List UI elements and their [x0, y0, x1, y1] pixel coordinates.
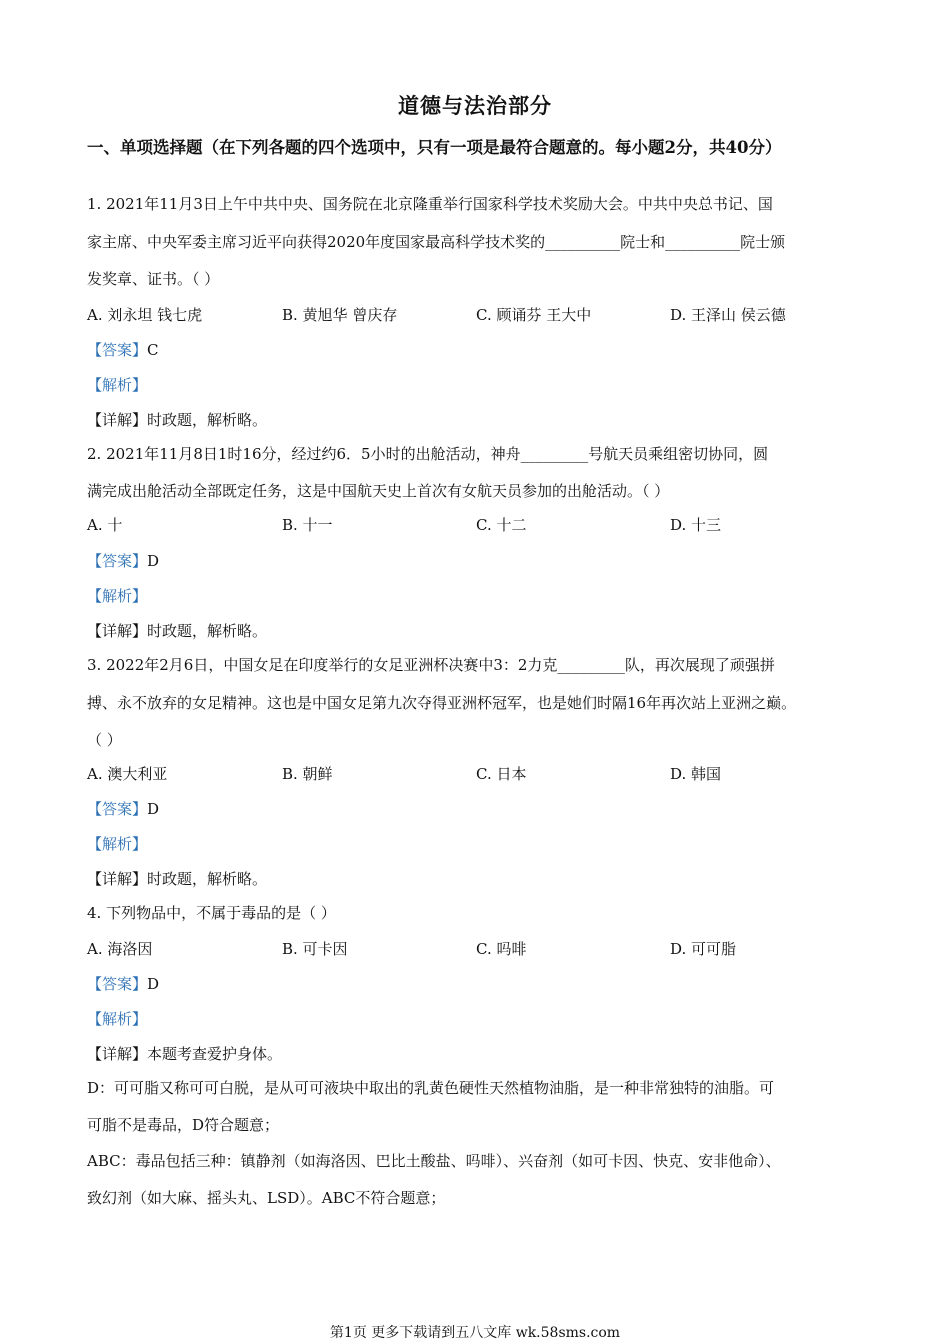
answer-label: 【答案】 — [87, 975, 148, 993]
detail-label: 【详解】 — [87, 411, 148, 429]
q4-explanation-line: 可脂不是毒品，D符合题意； — [87, 1116, 280, 1134]
q4-option-b: B. 可卡因 — [282, 940, 348, 958]
answer-label: 【答案】 — [87, 800, 148, 818]
q1-text-line: 家主席、中央军委主席习近平向获得2020年度国家最高科学技术奖的__________院士和__________院士颁 — [87, 233, 786, 251]
q2-text-line: 满完成出舱活动全部既定任务，这是中国航天史上首次有女航天员参加的出舱活动。（ ） — [87, 482, 670, 500]
q4-answer-value: D — [147, 975, 160, 993]
q4-option-d: D. 可可脂 — [670, 940, 737, 958]
q1-option-b: B. 黄旭华 曾庆存 — [282, 306, 398, 324]
q2-analysis — [87, 585, 147, 607]
q3-analysis — [87, 833, 147, 855]
q3-detail-text: 时政题，解析略。 — [147, 870, 268, 888]
page-title: 道德与法治部分 — [398, 93, 552, 118]
q4-option-a: A. 海洛因 — [87, 940, 153, 958]
q2-answer — [87, 550, 159, 572]
q4-explanation-line: 致幻剂（如大麻、摇头丸、LSD）。ABC不符合题意； — [87, 1189, 446, 1207]
q1-text-line: 1. 2021年11月3日上午中共中央、国务院在北京隆重举行国家科学技术奖励大会。中共中央总书记、国 — [87, 195, 773, 213]
q4-answer — [87, 973, 159, 995]
q3-answer-value: D — [147, 800, 160, 818]
analysis-label: 【解析】 — [87, 835, 148, 853]
analysis-label: 【解析】 — [87, 587, 148, 605]
q3-option-b: B. 朝鲜 — [282, 765, 333, 783]
detail-label: 【详解】 — [87, 622, 148, 640]
q4-explanation-line: D：可可脂又称可可白脱，是从可可液块中取出的乳黄色硬性天然植物油脂，是一种非常独特的油脂。可 — [87, 1079, 775, 1097]
q1-answer — [87, 339, 159, 361]
q4-text-line: 4. 下列物品中，不属于毒品的是（ ） — [87, 904, 336, 922]
answer-label: 【答案】 — [87, 341, 148, 359]
q3-detail — [87, 868, 267, 890]
q3-option-d: D. 韩国 — [670, 765, 722, 783]
q1-answer-value: C — [147, 341, 159, 359]
q2-option-d: D. 十三 — [670, 516, 722, 534]
q2-detail-text: 时政题，解析略。 — [147, 622, 268, 640]
q3-option-a: A. 澳大利亚 — [87, 765, 168, 783]
q3-answer — [87, 798, 159, 820]
q1-text-line: 发奖章、证书。（ ） — [87, 270, 220, 288]
q4-detail — [87, 1043, 282, 1065]
page-footer: 第1页 更多下载请到五八文库 wk.58sms.com — [329, 1325, 621, 1341]
q2-option-c: C. 十二 — [476, 516, 527, 534]
analysis-label: 【解析】 — [87, 376, 148, 394]
q4-explanation-line: ABC：毒品包括三种：镇静剂（如海洛因、巴比土酸盐、吗啡）、兴奋剂（如可卡因、快克、安非他命）、 — [87, 1152, 781, 1170]
q3-text-line: 搏、永不放弃的女足精神。这也是中国女足第九次夺得亚洲杯冠军，也是她们时隔16年再次站上亚洲之巅。 — [87, 694, 797, 712]
q2-option-a: A. 十 — [87, 516, 123, 534]
q4-analysis — [87, 1008, 147, 1030]
q3-text-line: （ ） — [87, 731, 122, 749]
q2-option-b: B. 十一 — [282, 516, 333, 534]
q4-option-c: C. 吗啡 — [476, 940, 527, 958]
q3-text-line: 3. 2022年2月6日，中国女足在印度举行的女足亚洲杯决赛中3：2力克_________队，再次展现了顽强拼 — [87, 656, 775, 674]
detail-label: 【详解】 — [87, 870, 148, 888]
q1-detail — [87, 409, 267, 431]
q2-answer-value: D — [147, 552, 160, 570]
q1-analysis — [87, 374, 147, 396]
q1-option-d: D. 王泽山 侯云德 — [670, 306, 786, 324]
q4-detail-text: 本题考查爱护身体。 — [147, 1045, 283, 1063]
q1-option-c: C. 顾诵芬 王大中 — [476, 306, 592, 324]
q2-detail — [87, 620, 267, 642]
q3-option-c: C. 日本 — [476, 765, 527, 783]
q2-text-line: 2. 2021年11月8日1时16分，经过约6．5小时的出舱活动，神舟_________号航天员乘组密切协同，圆 — [87, 445, 769, 463]
answer-label: 【答案】 — [87, 552, 148, 570]
q1-detail-text: 时政题，解析略。 — [147, 411, 268, 429]
detail-label: 【详解】 — [87, 1045, 148, 1063]
analysis-label: 【解析】 — [87, 1010, 148, 1028]
q1-option-a: A. 刘永坦 钱七虎 — [87, 306, 203, 324]
section-heading: 一、单项选择题（在下列各题的四个选项中，只有一项是最符合题意的。每小题2分，共40分） — [87, 138, 782, 157]
